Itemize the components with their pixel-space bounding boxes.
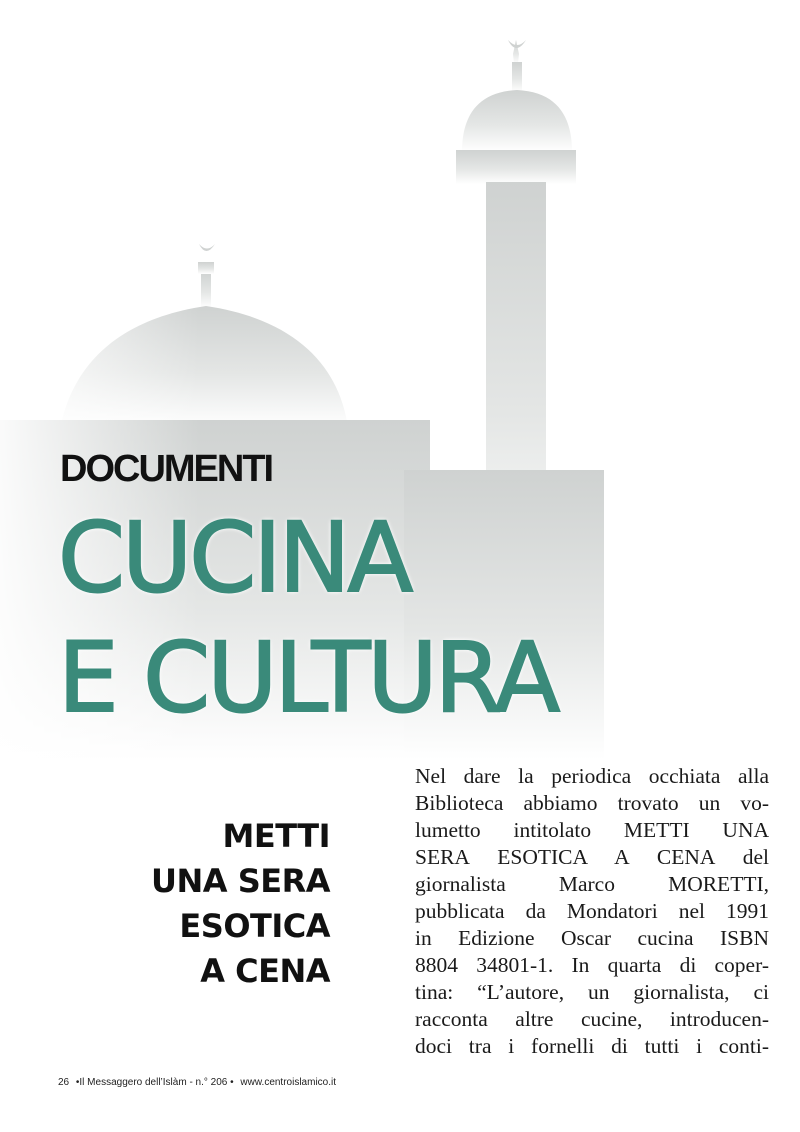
body-line: lumetto intitolato METTI UNA: [415, 818, 769, 842]
body-line: pubblicata da Mondatori nel 1991: [415, 899, 769, 923]
section-label: DOCUMENTI: [60, 448, 273, 490]
body-line: SERA ESOTICA A CENA del: [415, 845, 769, 869]
body-line: racconta altre cucine, introducen-: [415, 1007, 769, 1031]
page-title-line-2: E CULTURA: [58, 622, 558, 734]
page-title-line-1: CUCINA: [58, 502, 411, 614]
body-line: Biblioteca abbiamo trovato un vo-: [415, 791, 769, 815]
subtitle-line: ESOTICA: [179, 907, 330, 945]
body-line: tina: “L’autore, un giornalista, ci: [415, 980, 769, 1004]
body-line: Nel dare la periodica occhiata alla: [415, 764, 769, 788]
article-body: [415, 763, 769, 1060]
article-subtitle: [151, 814, 330, 994]
website-link[interactable]: www.centroislamico.it: [240, 1077, 337, 1088]
page-number: 26: [58, 1077, 70, 1088]
publication-name: •Il Messaggero dell’Islàm - n.° 206 •: [75, 1077, 234, 1088]
body-line: in Edizione Oscar cucina ISBN: [415, 926, 769, 950]
body-line: giornalista Marco MORETTI,: [415, 872, 769, 896]
body-line: 8804 34801-1. In quarta di coper-: [415, 953, 769, 977]
body-line: doci tra i fornelli di tutti i conti-: [415, 1034, 769, 1058]
subtitle-line: UNA SERA: [151, 862, 330, 900]
page-footer: [58, 1077, 340, 1088]
subtitle-line: A CENA: [200, 952, 330, 990]
subtitle-line: METTI: [222, 817, 330, 855]
